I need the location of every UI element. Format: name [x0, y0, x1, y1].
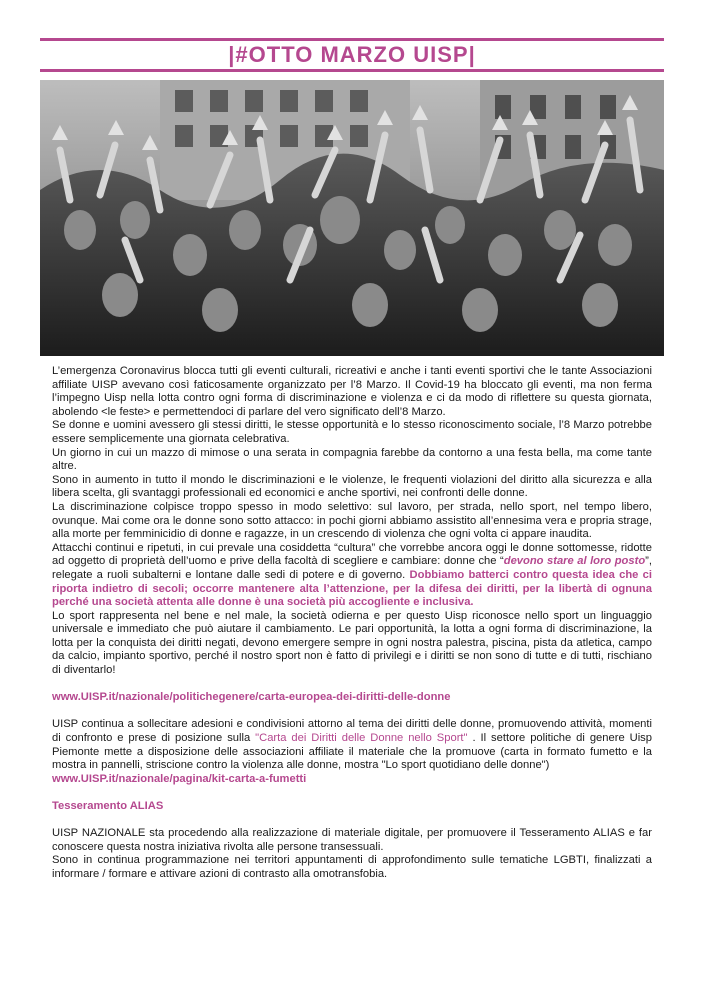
paragraph-alias: UISP NAZIONALE sta procedendo alla realizzazione di materiale digitale, per promuovere il Tesseramento ALIAS e far conoscere questa nostra iniziativa rivolta alle persone transessuali. — [52, 827, 652, 853]
paragraph-lgbti: Sono in continua programmazione nei territori appuntamenti di approfondimento sulle tematiche LGBTI, finalizzati a informare / formare e attivare azioni di contrasto alla omotransfobia. — [52, 854, 652, 880]
paragraph-culture — [52, 542, 652, 610]
link-carta-europea[interactable]: www.UISP.it/nazionale/politichegenere/carta-europea-dei-diritti-delle-donne — [52, 691, 451, 704]
culture-emphasis: Dobbiamo batterci contro questa idea che ci riporta indietro di secoli; occorre mantenere alta l’attenzione, per la difesa dei diritti, per la libertà di ognuna perché una società attenta alle donne è una società più accogliente e inclusiva. — [52, 568, 652, 609]
header-rule-bottom — [40, 69, 664, 72]
paragraph-attacks: La discriminazione colpisce troppo spesso in modo selettivo: sul lavoro, per strada, nello sport, nel tempo libero, ovunque. Mai come ora le donne sono sotto attacco: in pochi giorni abbiamo assistito all’ennesima vera e propria strage, alla morte per femminicidio di donne e ragazze, in un crescendo di violenza che ogni volta ci appare inaudita. — [52, 500, 652, 541]
paragraph-sport: Lo sport rappresenta nel bene e nel male, la società odierna e per questo Uisp riconosce nello sport un linguaggio universale e immediato che può aiutare il cambiamento. Le pari opportunità, la lotta a ogni forma di discriminazione, la lotta per la conquista dei diritti negati, devono emergere sempre in ogni nostra palestra, piscina, pista da atletica, campo da calcio, impianto sportivo, perché il nostro sport non è fatto di privilegi e i diritti se non sono di tutte e di tutti, rischiano di diventarlo! — [52, 609, 652, 677]
culture-text-a: Attacchi continui e ripetuti, in cui prevale una cosiddetta “cultura” che vorrebbe ancora oggi le donne sottomesse, ridotte ad oggetto di proprietà dell’uomo e prive della facoltà di scegliere e cambiare: donne che “ — [52, 541, 652, 568]
uisp-text-b: . Il settore politiche di genere Uisp Piemonte mette a disposizione delle associazioni affiliate il materiale che la promuove (carta in formato fumetto e la mostra in pannelli, striscione contro la violenza alle donne, mostra "Lo sport quotidiano delle donne") — [52, 732, 652, 772]
article-body — [52, 365, 652, 882]
header-rule-top — [40, 38, 664, 41]
uisp-text-a: UISP continua a sollecitare adesioni e condivisioni attorno al tema dei diritti delle donne, promuovendo attività, momenti di confronto e prese di posizione sulla — [52, 718, 652, 745]
paragraph-discriminations: Sono in aumento in tutto il mondo le discriminazioni e le violenze, le frequenti violazioni del diritto alla sicurezza e alla libera scelta, gli svantaggi professionali ed economici e anche sportivi, nei confronti delle donne. — [52, 473, 652, 500]
carta-diritti-link[interactable]: "Carta dei Diritti delle Donne nello Sport" — [255, 732, 468, 745]
link-kit-fumetti[interactable]: www.UISP.it/nazionale/pagina/kit-carta-a-fumetti — [52, 772, 307, 785]
heading-alias: Tesseramento ALIAS — [52, 800, 164, 812]
protest-photo — [40, 80, 664, 356]
culture-quote: devono stare al loro posto — [503, 555, 646, 568]
paragraph-mimose: Un giorno in cui un mazzo di mimose o una serata in compagnia farebbe da contorno a una festa bella, ma come tante altre. — [52, 446, 652, 473]
paragraph-rights: Se donne e uomini avessero gli stessi diritti, le stesse opportunità e lo stesso riconoscimento sociale, l’8 Marzo potrebbe essere semplicemente una giornata celebrativa. — [52, 419, 652, 445]
page-title: |#OTTO MARZO UISP| — [228, 42, 476, 67]
paragraph-intro: L’emergenza Coronavirus blocca tutti gli eventi culturali, ricreativi e anche i tanti eventi sportivi che le tante Associazioni affiliate UISP avevano così faticosamente organizzato per l’8 Marzo. Il Covid-19 ha bloccato gli eventi, ma non ferma l’impegno Uisp nella lotta contro ogni forma di discriminazione e violenza e ci da modo di riflettere su questa giornata, abolendo <le feste> e permettendoci di parlare del vero significato dell’8 Marzo. — [52, 365, 652, 418]
paragraph-uisp-continua — [52, 718, 652, 772]
culture-text-b: ”, relegate a ruoli subalterni e lontane dalle sedi di potere e di governo. — [52, 555, 652, 581]
